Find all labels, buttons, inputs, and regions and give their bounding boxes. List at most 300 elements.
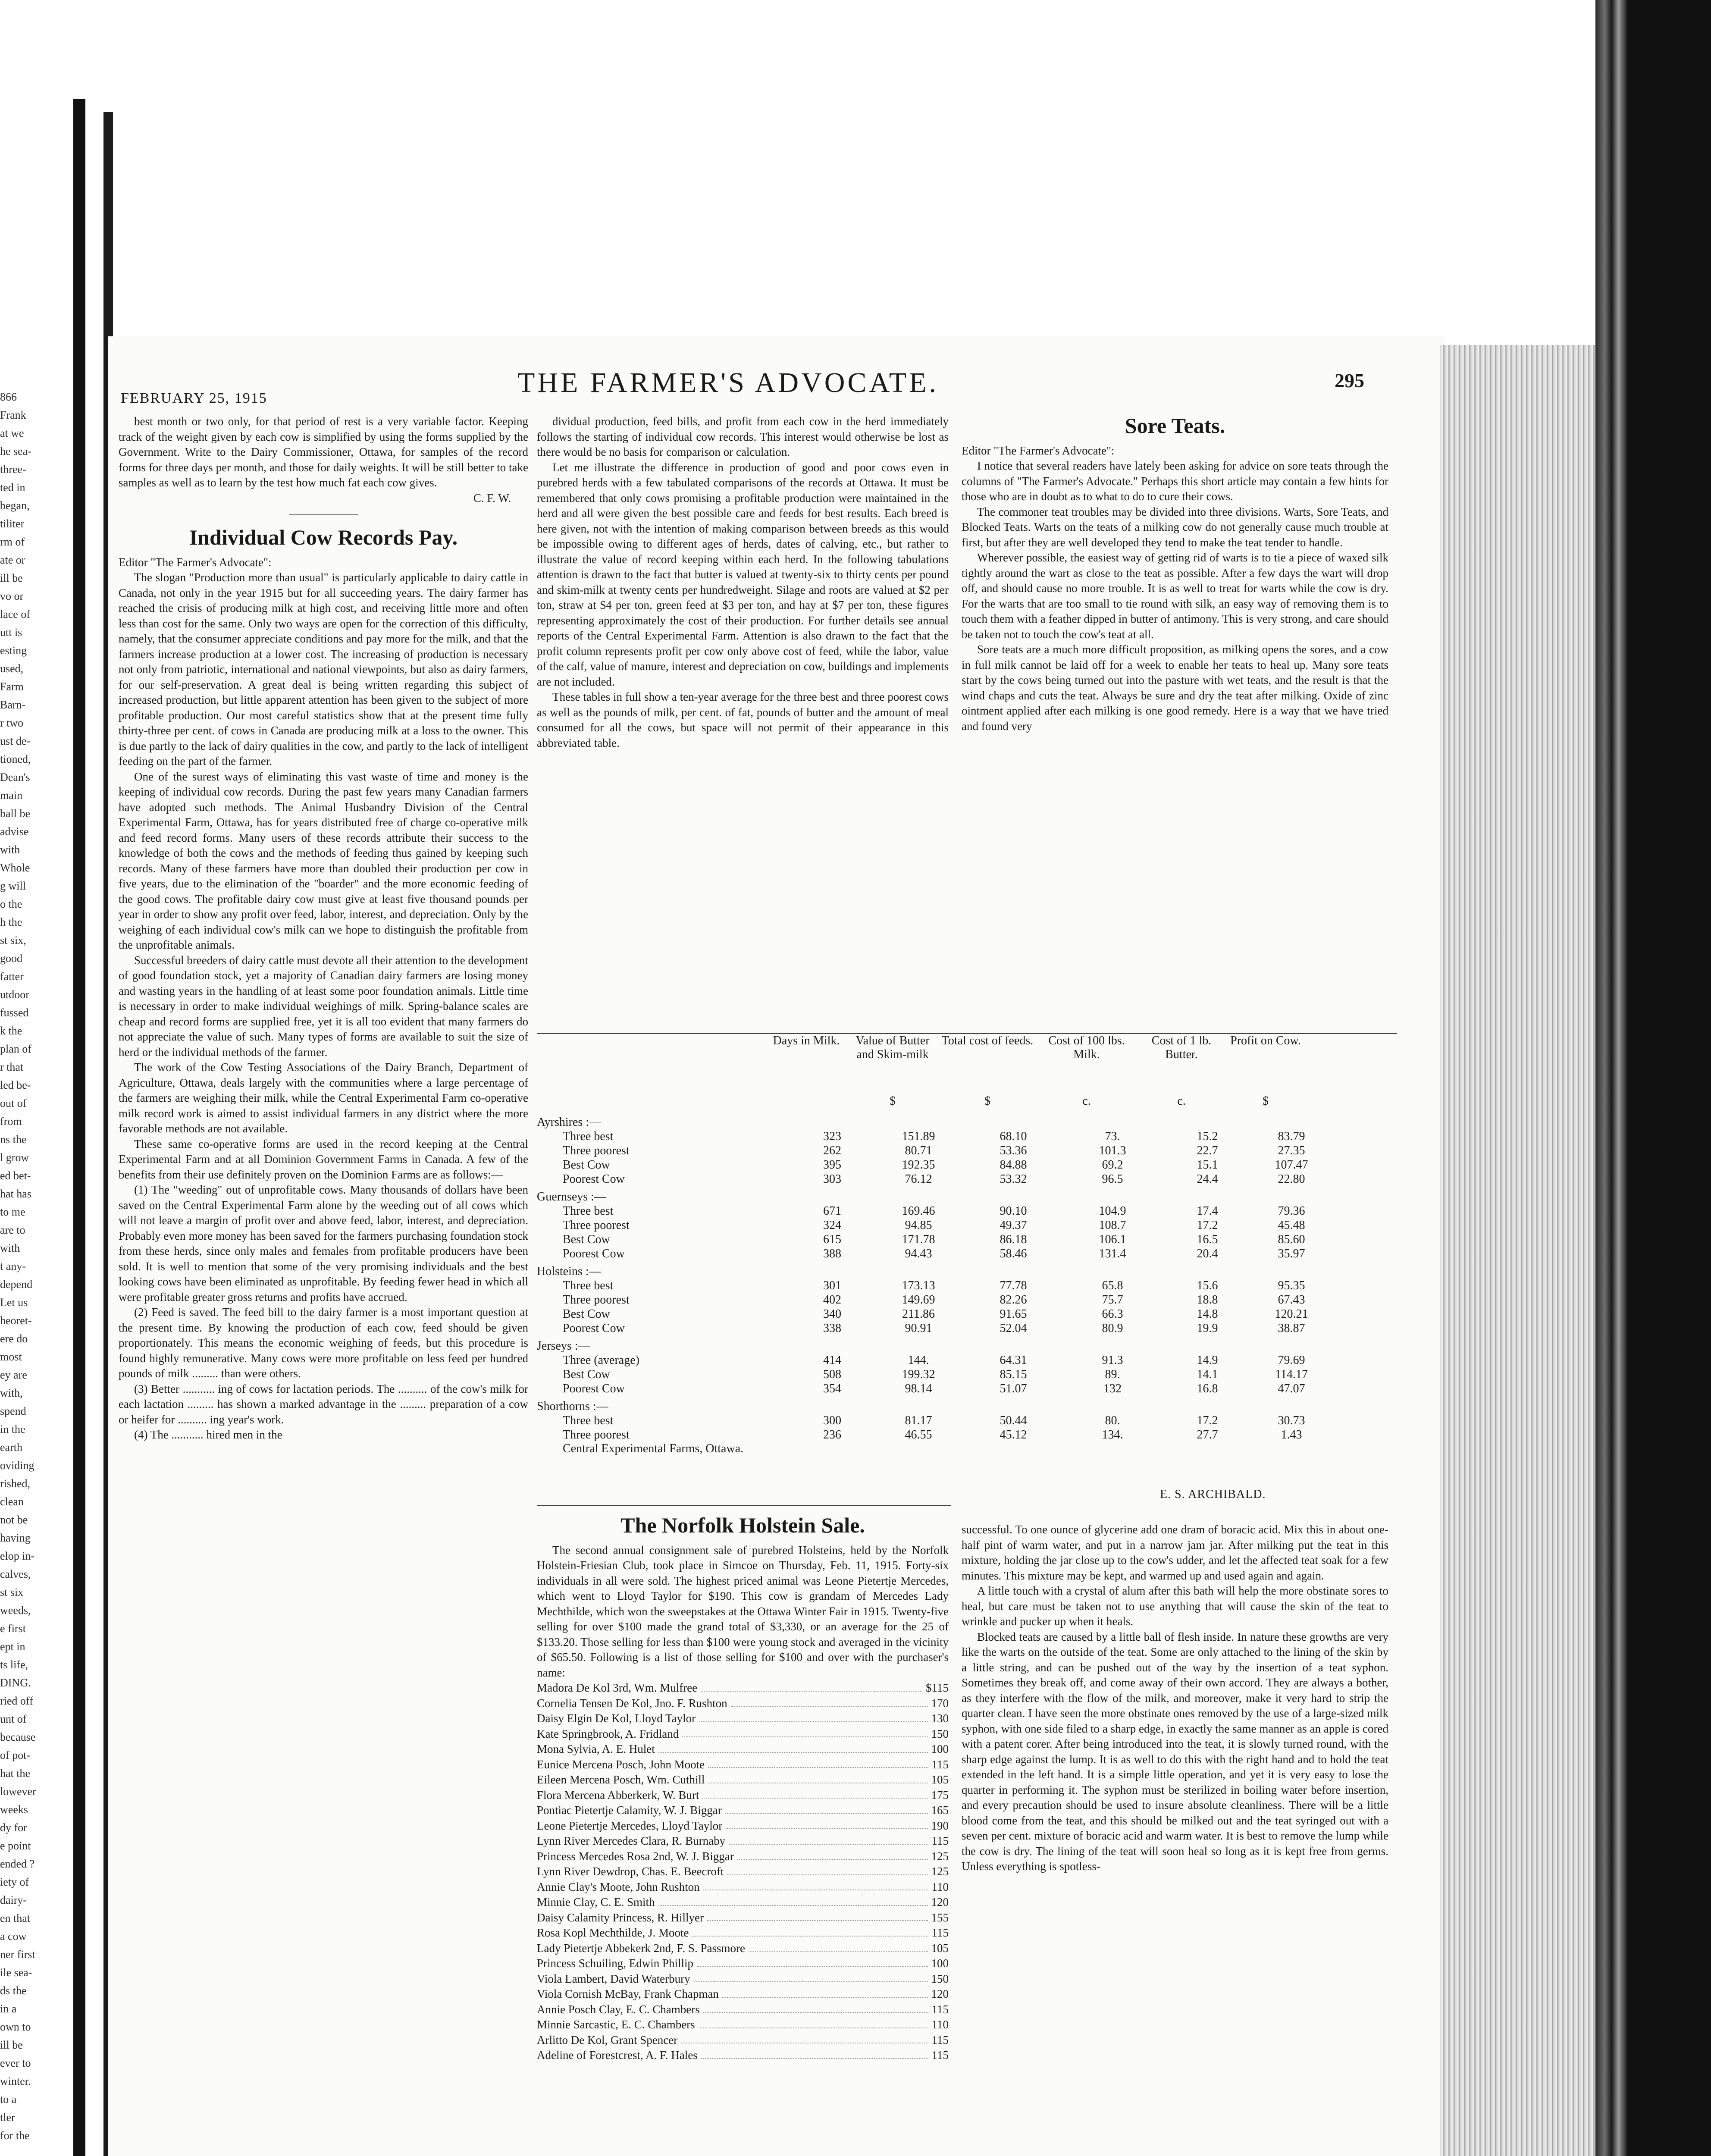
sliver-line: own to — [0, 2021, 31, 2033]
table-cell: 79.69 — [1278, 1354, 1305, 1367]
row-label: Three poorest — [563, 1428, 630, 1442]
column-right — [962, 414, 1388, 734]
table-cell: 94.85 — [905, 1219, 932, 1232]
breed-group-heading — [537, 1339, 1397, 1353]
table-cell: 106.1 — [1099, 1233, 1126, 1246]
table-cell: 173.13 — [902, 1279, 935, 1292]
sale-price: $115 — [926, 1681, 949, 1694]
table-cell: 114.17 — [1275, 1368, 1308, 1381]
paragraph: The commoner teat troubles may be divided into three divisions. Warts, Sore Teats, and Blocked Teats. Warts on the teats of a milking cow do not generally cause much trouble at first, but after they are well developed they tend to make the teat tender to handle. — [962, 505, 1388, 549]
sale-price: 110 — [931, 1880, 949, 1893]
table-cell: 300 — [823, 1414, 841, 1427]
sale-animal-buyer: Princess Schuiling, Edwin Phillip — [537, 1957, 694, 1970]
row-label: Three poorest — [563, 1219, 630, 1232]
article-body — [119, 570, 528, 1443]
table-cell: 22.7 — [1197, 1144, 1218, 1157]
sliver-line: fatter — [0, 970, 24, 983]
sliver-line: hat has — [0, 1188, 31, 1200]
section-divider — [289, 514, 358, 515]
paragraph: The slogan "Production more than usual" is particularly applicable to dairy cattle in Canada, not only in the year 1915 but for all succeeding years. The dairy farmer has reached the crisis of producing milk at high cost, and receiving little more and often less than cost for the same. Only two ways are open for the correction of this difficulty, namely, that the consumer appreciate conditions and pay more for the milk, and that the farmers increase production at a lower cost. The increasing of production is necessary not only from patriotic, international and national viewpoints, but also as dairy farmers, for our self-preservation. A great deal is being written regarding this subject of increased production, but little apparent attention has been given to the subject of more profitable production. Our most careful statistics show that at the present time fully thirty-three per cent. of cows in Canada are producing milk at a loss to the owner. This is due partly to the lack of dairy qualities in the cow, and partly to the lack of intelligent feeding on the part of the farmer. — [119, 571, 528, 768]
table-cell: 46.55 — [905, 1428, 932, 1442]
sale-price: 115 — [931, 2049, 949, 2062]
paragraph: The work of the Cow Testing Associations of the Dairy Branch, Department of Agriculture, Ottawa, deals largely with the communities where a large percentage of the farmers are weighing their milk, while the Central Experimental Farm co-operative milk record work is aimed to assist individual farmers in any district where the more favorable methods are not available. — [119, 1061, 528, 1135]
row-label: Three (average) — [563, 1354, 639, 1367]
table-cell: 49.37 — [1000, 1219, 1027, 1232]
paragraph: (2) Feed is saved. The feed bill to the dairy farmer is a most important question at the present time. By knowing the production of each cow, feed should be given proportionately. This means the economic weighing of feeds, but this procedure is found highly remunerative. Many cows were more profitable on less feed per hundred pounds of milk ......... than were others. — [119, 1306, 528, 1380]
sale-animal-buyer: Daisy Elgin De Kol, Lloyd Taylor — [537, 1712, 696, 1725]
sliver-line: DING. — [0, 1677, 31, 1689]
sliver-line: weeds, — [0, 1604, 31, 1617]
table-cell: 81.17 — [905, 1414, 932, 1427]
dot-leader — [694, 1971, 928, 1983]
table-cell: 17.2 — [1197, 1414, 1218, 1427]
table-cell: 1.43 — [1281, 1428, 1302, 1442]
sliver-line: lowever — [0, 1785, 36, 1798]
sliver-line: oviding — [0, 1459, 34, 1472]
breed-group-heading — [537, 1399, 1397, 1413]
sliver-line: having — [0, 1532, 31, 1544]
sale-entry — [537, 2033, 949, 2048]
sale-price: 120 — [931, 1896, 949, 1908]
sliver-line: led be- — [0, 1079, 31, 1091]
table-cell: 414 — [823, 1354, 841, 1367]
sliver-line: ts life, — [0, 1658, 28, 1671]
table-cell: 77.78 — [1000, 1279, 1027, 1292]
table-row — [537, 1129, 1397, 1144]
table-cell: 134. — [1102, 1428, 1123, 1442]
breed-group-heading — [537, 1190, 1397, 1204]
sale-price: 100 — [931, 1957, 949, 1970]
row-label: Three best — [563, 1279, 614, 1292]
sliver-line: clean — [0, 1495, 24, 1508]
dot-leader — [708, 1757, 928, 1768]
sliver-line: vo or — [0, 590, 24, 602]
sliver-line: in a — [0, 2002, 17, 2015]
breed-group-heading — [537, 1115, 1397, 1129]
sliver-line: of pot- — [0, 1749, 31, 1761]
sliver-line: ner first — [0, 1948, 35, 1961]
table-cell: 17.4 — [1197, 1204, 1218, 1218]
table-row — [537, 1293, 1397, 1307]
dot-leader — [707, 1910, 928, 1921]
column-middle-lower — [537, 1513, 949, 2063]
table-units-row — [537, 1094, 1397, 1112]
row-label: Best Cow — [563, 1233, 610, 1246]
breed-group-heading — [537, 1264, 1397, 1279]
table-cell: 27.7 — [1197, 1428, 1218, 1442]
sliver-line: dy for — [0, 1821, 27, 1834]
column-header: Cost of 1 lb. Butter. — [1151, 1034, 1212, 1061]
sale-entry — [537, 1711, 949, 1727]
sliver-line: because — [0, 1731, 36, 1743]
paragraph: These tables in full show a ten-year average for the three best and three poorest cows as well as the pounds of milk, per cent. of fat, pounds of butter and the amount of meal consumed for all the cows, but space will not permit of their appearance in this abbreviated table. — [537, 690, 949, 749]
breed-name: Guernseys :— — [537, 1190, 606, 1203]
sliver-line: with, — [0, 1387, 23, 1399]
sale-price: 125 — [931, 1849, 949, 1863]
sale-animal-buyer: Madora De Kol 3rd, Wm. Mulfree — [537, 1681, 698, 1694]
sliver-line: tioned, — [0, 753, 31, 765]
sale-price: 175 — [931, 1788, 949, 1802]
page-stack-edge — [1440, 345, 1604, 2156]
dot-leader — [737, 1849, 928, 1860]
sale-entry — [537, 2017, 949, 2033]
table-cell: 20.4 — [1197, 1247, 1218, 1260]
paragraph: (1) The "weeding" out of unprofitable cows. Many thousands of dollars have been saved on the Central Experimental Farm alone by the weeding out of all cows which will not leave a margin of profit over and above feed, labor, interest, and depreciation. Probably even more money has been saved for the farmers purchasing foundation stock from these herds, since only males and females from profitable producers have been sold. It is well to mention that some of the very promising individuals and the best looking cows have been eliminated as unprofitable. By feeding fewer head in which all were profitable greater gross returns and profits have accrued. — [119, 1183, 528, 1304]
article-title-holstein-sale: The Norfolk Holstein Sale. — [620, 1513, 865, 1537]
column-middle — [537, 414, 949, 751]
dot-leader — [701, 1680, 922, 1692]
row-label: Poorest Cow — [563, 1382, 625, 1395]
unit-label — [537, 1094, 765, 1112]
sale-price: 190 — [931, 1819, 949, 1832]
sliver-line: began, — [0, 499, 30, 512]
sliver-line: used, — [0, 662, 24, 675]
table-cell: 14.1 — [1197, 1368, 1218, 1381]
table-row — [537, 1353, 1397, 1367]
row-label: Three poorest — [563, 1293, 630, 1307]
sliver-line: tiliter — [0, 517, 25, 530]
table-body — [537, 1115, 1397, 1442]
table-cell: 73. — [1105, 1130, 1120, 1143]
table-cell: 90.91 — [905, 1322, 932, 1335]
table-cell: 85.15 — [1000, 1368, 1027, 1381]
sale-animal-buyer: Adeline of Forestcrest, A. F. Hales — [537, 2049, 698, 2062]
sale-animal-buyer: Minnie Sarcastic, E. C. Chambers — [537, 2018, 695, 2031]
table-cell: 67.43 — [1278, 1293, 1305, 1307]
sale-entry — [537, 2048, 949, 2063]
sliver-line: not be — [0, 1514, 28, 1526]
table-cell: 192.35 — [902, 1158, 935, 1172]
sale-animal-buyer: Lynn River Mercedes Clara, R. Burnaby — [537, 1834, 726, 1847]
dot-leader — [658, 1742, 928, 1753]
table-cell: 107.47 — [1275, 1158, 1308, 1172]
row-label: Best Cow — [563, 1307, 610, 1321]
table-cell: 85.60 — [1278, 1233, 1305, 1246]
dot-leader — [727, 1864, 928, 1875]
table-cell: 108.7 — [1099, 1219, 1126, 1232]
sliver-line: e point — [0, 1839, 31, 1852]
sliver-line: o the — [0, 898, 22, 910]
dot-leader — [699, 2017, 928, 2028]
table-cell: 338 — [823, 1322, 841, 1335]
dot-leader — [692, 1925, 928, 1937]
table-cell: 615 — [823, 1233, 841, 1246]
sliver-line: 866 — [0, 391, 17, 403]
sale-entry — [537, 1864, 949, 1880]
sliver-line: g will — [0, 880, 26, 892]
table-cell: 171.78 — [902, 1233, 935, 1246]
table-cell: 236 — [823, 1428, 841, 1442]
sale-animal-buyer: Daisy Calamity Princess, R. Hillyer — [537, 1911, 704, 1924]
sliver-line: rished, — [0, 1477, 31, 1490]
table-cell: 47.07 — [1278, 1382, 1305, 1395]
paragraph: Wherever possible, the easiest way of getting rid of warts is to tie a piece of waxed silk tightly around the wart as close to the teat as possible. After a few days the wart will drop off, and should cause no more trouble. It is as well to treat for warts while the cow is dry. For the warts that are too small to tie round with silk, an easy way of removing them is to touch them with a feather dipped in butter of antimony. This is very strong, and care should be taken not to touch the cow's teat at all. — [962, 551, 1388, 641]
cow-records-table — [537, 1033, 1397, 1456]
table-cell: 50.44 — [1000, 1414, 1027, 1427]
table-cell: 301 — [823, 1279, 841, 1292]
column-header — [537, 1034, 765, 1094]
row-label: Best Cow — [563, 1158, 610, 1172]
sliver-line: unt of — [0, 1713, 27, 1725]
sale-entry — [537, 1880, 949, 1895]
sliver-line: t any- — [0, 1260, 26, 1272]
sale-price: 110 — [931, 2018, 949, 2031]
unit-label: $ — [1263, 1094, 1269, 1108]
breed-name: Holsteins :— — [537, 1265, 601, 1278]
sliver-line: most — [0, 1351, 22, 1363]
sliver-line: are to — [0, 1224, 25, 1236]
dot-leader — [682, 1727, 928, 1738]
column-right-lower — [962, 1522, 1388, 1874]
article-title-cow-records: Individual Cow Records Pay. — [189, 525, 458, 549]
table-cell: 19.9 — [1197, 1322, 1218, 1335]
sale-animal-buyer: Leone Pietertje Mercedes, Lloyd Taylor — [537, 1819, 723, 1832]
sliver-line: utt is — [0, 626, 22, 639]
sale-entry — [537, 1696, 949, 1711]
table-cell: 35.97 — [1278, 1247, 1305, 1260]
sliver-line: with — [0, 843, 20, 856]
sliver-line: fussed — [0, 1006, 29, 1019]
sale-entry — [537, 1910, 949, 1926]
article-body-teats — [962, 458, 1388, 734]
table-cell: 323 — [823, 1130, 841, 1143]
sale-entry — [537, 1757, 949, 1773]
sliver-line: ust de- — [0, 735, 31, 747]
sliver-line: weeks — [0, 1803, 28, 1816]
sale-animal-buyer: Pontiac Pietertje Calamity, W. J. Biggar — [537, 1804, 722, 1817]
sale-entry — [537, 1788, 949, 1803]
table-cell: 508 — [823, 1368, 841, 1381]
table-cell: 95.35 — [1278, 1279, 1305, 1292]
unit-label: $ — [984, 1094, 990, 1108]
table-cell: 211.86 — [902, 1307, 935, 1321]
sliver-line: ere do — [0, 1332, 28, 1345]
sliver-line: plan of — [0, 1043, 31, 1055]
table-cell: 82.26 — [1000, 1293, 1027, 1307]
sliver-line: ended ? — [0, 1858, 35, 1870]
table-row — [537, 1247, 1397, 1261]
sale-price: 115 — [931, 2002, 949, 2016]
sale-animal-buyer: Viola Cornish McBay, Frank Chapman — [537, 1987, 719, 2000]
table-cell: 83.79 — [1278, 1130, 1305, 1143]
table-cell: 53.32 — [1000, 1172, 1027, 1186]
unit-label: c. — [1177, 1094, 1186, 1108]
sliver-line: dairy- — [0, 1894, 27, 1906]
sliver-line: a cow — [0, 1930, 27, 1943]
dot-leader — [726, 1818, 928, 1830]
sale-price: 105 — [931, 1773, 949, 1786]
sale-entry — [537, 1680, 949, 1696]
table-cell: 17.2 — [1197, 1219, 1218, 1232]
row-label: Three best — [563, 1130, 614, 1143]
table-cell: 75.7 — [1102, 1293, 1123, 1307]
sliver-line: rm of — [0, 536, 25, 548]
sliver-line: out of — [0, 1097, 27, 1109]
paragraph: (4) The ........... hired men in the — [134, 1428, 282, 1441]
table-cell: 144. — [908, 1354, 929, 1367]
sliver-line: tler — [0, 2111, 15, 2124]
sliver-line: to a — [0, 2093, 17, 2106]
table-cell: 395 — [823, 1158, 841, 1172]
breed-name: Shorthorns :— — [537, 1400, 608, 1413]
table-cell: 14.8 — [1197, 1307, 1218, 1321]
dot-leader — [749, 1941, 928, 1952]
sliver-line: elop in- — [0, 1550, 35, 1562]
column-header: Value of Butter and Skim-milk — [856, 1034, 930, 1061]
sliver-line: Whole — [0, 862, 30, 874]
table-cell: 38.87 — [1278, 1322, 1305, 1335]
table-cell: 45.48 — [1278, 1219, 1305, 1232]
sliver-line: lace of — [0, 608, 31, 620]
sale-animal-buyer: Annie Clay's Moote, John Rushton — [537, 1880, 700, 1893]
row-label: Three best — [563, 1414, 614, 1427]
sliver-line: h the — [0, 916, 22, 928]
table-cell: 89. — [1105, 1368, 1120, 1381]
table-cell: 262 — [823, 1144, 841, 1157]
sale-entry — [537, 1818, 949, 1834]
sliver-line: in the — [0, 1423, 25, 1435]
sale-price: 115 — [931, 2033, 949, 2046]
sliver-line: ate or — [0, 554, 25, 566]
table-cell: 402 — [823, 1293, 841, 1307]
table-cell: 131.4 — [1099, 1247, 1126, 1260]
table-row — [537, 1321, 1397, 1335]
table-row — [537, 1218, 1397, 1232]
dot-leader — [731, 1696, 928, 1707]
sliver-line: ted in — [0, 481, 25, 494]
unit-label — [765, 1094, 847, 1112]
sale-animal-buyer: Minnie Clay, C. E. Smith — [537, 1896, 655, 1908]
table-row — [537, 1428, 1397, 1442]
table-cell: 340 — [823, 1307, 841, 1321]
table-cell: 52.04 — [1000, 1322, 1027, 1335]
table-row — [537, 1158, 1397, 1172]
table-cell: 22.80 — [1278, 1172, 1305, 1186]
sale-animal-buyer: Annie Posch Clay, E. C. Chambers — [537, 2002, 700, 2016]
table-cell: 120.21 — [1275, 1307, 1308, 1321]
sliver-line: r that — [0, 1061, 24, 1073]
table-bottom-rule — [537, 1505, 951, 1506]
sale-entry — [537, 1803, 949, 1818]
sliver-line: Farm — [0, 680, 24, 693]
dot-leader — [729, 1833, 928, 1845]
table-cell: 149.69 — [902, 1293, 935, 1307]
sliver-line: k the — [0, 1025, 22, 1037]
table-cell: 90.10 — [1000, 1204, 1027, 1218]
paragraph: dividual production, feed bills, and profit from each cow in the herd immediately follows the starting of individual cow records. This interest would otherwise be lost as there would be no basis for comparison or calculation. — [537, 415, 949, 458]
sliver-line: utdoor — [0, 988, 29, 1001]
table-cell: 96.5 — [1102, 1172, 1123, 1186]
dot-leader — [708, 1772, 928, 1783]
sale-price: 170 — [931, 1696, 949, 1710]
column-header: Profit on Cow. — [1230, 1034, 1301, 1047]
sliver-line: for the — [0, 2129, 30, 2142]
table-cell: 98.14 — [905, 1382, 932, 1395]
sliver-line: r two — [0, 717, 24, 729]
paragraph: (3) Better ........... ing of cows for lactation periods. The .......... of the cow's milk for each lactation ......... has shown a marked advantage in the ......... preparation of a cow or heifer for .......... ing year's work. — [119, 1382, 528, 1426]
table-cell: 84.88 — [1000, 1158, 1027, 1172]
table-cell: 27.35 — [1278, 1144, 1305, 1157]
sliver-line: Let us — [0, 1296, 28, 1309]
table-cell: 132 — [1103, 1382, 1122, 1395]
table-cell: 16.8 — [1197, 1382, 1218, 1395]
scan-left-edge — [73, 99, 85, 2156]
sale-animal-buyer: Viola Lambert, David Waterbury — [537, 1972, 690, 1985]
sliver-line: advise — [0, 825, 29, 838]
table-cell: 86.18 — [1000, 1233, 1027, 1246]
table-cell: 101.3 — [1099, 1144, 1126, 1157]
sale-price: 100 — [931, 1742, 949, 1755]
row-label: Three poorest — [563, 1144, 630, 1157]
table-cell: 104.9 — [1099, 1204, 1126, 1218]
page-number: 295 — [1335, 370, 1364, 392]
sale-price: 115 — [931, 1834, 949, 1847]
sale-animal-buyer: Eileen Mercena Posch, Wm. Cuthill — [537, 1773, 705, 1786]
table-cell: 15.2 — [1197, 1130, 1218, 1143]
dot-leader — [722, 1987, 928, 1998]
sale-price: 105 — [931, 1941, 949, 1955]
dot-leader — [658, 1895, 928, 1906]
dot-leader — [703, 2002, 928, 2013]
paragraph: Blocked teats are caused by a little ball of flesh inside. In nature these growths are very like the warts on the outside of the teat. Some are only attached to the lining of the skin by a little string, and can be pushed out of the way by the insertion of a teat syphon. Sometimes they break off, and come away of their own accord. They are always a bother, as they interfere with the flow of the milk, and moreover, make it very hard to strip the quarter clean. I have seen the more obstinate ones removed by the use of a large-sized milk syphon, with one side filed to a sharp edge, in exactly the same manner as an apple is cored with a patent corer. After being introduced into the teat, it is slowly turned round, with the sharp edge against the lump. It is as well to do this with the right hand and to hold the teat extended in the left hand. It is a simple little operation, and yet it is very easy to lose the quarter in performing it. The syphon must be sterilized in boiling water before insertion, and every precaution should be used to insure absolute cleanliness. There will be a little blood come from the teat, and this should be milked out and the teat syringed out with a seven per cent. mixture of boracic acid and warm water. It is best to remove the lump while the cow is dry. The lining of the teat will soon heal so long as it is kept free from germs. Unless everything is spotless- — [962, 1630, 1388, 1873]
sale-entry — [537, 1941, 949, 1956]
table-row — [537, 1144, 1397, 1158]
sale-entry — [537, 1833, 949, 1849]
sale-entry — [537, 1849, 949, 1865]
dot-leader — [701, 2048, 928, 2059]
sliver-line: Barn- — [0, 699, 26, 711]
table-cell: 15.1 — [1197, 1158, 1218, 1172]
sale-entry — [537, 1925, 949, 1941]
sale-price: 155 — [931, 1911, 949, 1924]
paragraph: Successful breeders of dairy cattle must devote all their attention to the development of good foundation stock, yet a majority of Canadian dairy farmers are losing money and wasting years in the handling of at least some poor foundation animals. Little time is necessary in order to make individual weighings of milk. Spring-balance scales are cheap and record forms are supplied free, yet it is all too evident that many farmers do not appreciate the value of such. Many types of forms are available to suit the size of herd or the individual methods of the farmer. — [119, 953, 528, 1059]
row-label: Poorest Cow — [563, 1322, 625, 1335]
sliver-line: main — [0, 789, 22, 802]
sliver-line: from — [0, 1115, 22, 1128]
sliver-line: spend — [0, 1405, 26, 1417]
column-header: Total cost of feeds. — [941, 1034, 1034, 1047]
sale-animal-buyer: Lady Pietertje Abbekerk 2nd, F. S. Passmore — [537, 1941, 746, 1955]
issue-date: FEBRUARY 25, 1915 — [121, 390, 267, 406]
scan-right-edge — [1595, 0, 1711, 2156]
sliver-line: at we — [0, 427, 24, 439]
table-cell: 199.32 — [902, 1368, 935, 1381]
sliver-line: Frank — [0, 409, 26, 421]
sale-animal-buyer: Kate Springbrook, A. Fridland — [537, 1727, 679, 1740]
sale-price: 150 — [931, 1972, 949, 1985]
table-cell: 58.46 — [1000, 1247, 1027, 1260]
table-cell: 671 — [823, 1204, 841, 1218]
column-header: Days in Milk. — [773, 1034, 840, 1047]
row-label: Best Cow — [563, 1368, 610, 1381]
sliver-line: calves, — [0, 1568, 31, 1580]
sliver-line: st six, — [0, 934, 26, 946]
dot-leader — [681, 2033, 928, 2044]
table-source-note: Central Experimental Farms, Ottawa. — [563, 1442, 744, 1455]
sliver-line: ile sea- — [0, 1966, 32, 1979]
table-cell: 388 — [823, 1247, 841, 1260]
sliver-line: esting — [0, 644, 27, 657]
sale-price: 130 — [931, 1712, 949, 1725]
intro-paragraph: best month or two only, for that period of rest is a very variable factor. Keeping track of the weight given by each cow is simplified by using the forms supplied by the Government. Write to the Dairy Commissioner, Ottawa, for samples of the record forms for three days per month, and those for daily weights. It will be still better to take samples as well as to learn by the test how much fat each cow gives. — [119, 415, 528, 489]
table-cell: 18.8 — [1197, 1293, 1218, 1307]
table-cell: 65.8 — [1102, 1279, 1123, 1292]
table-cell: 15.6 — [1197, 1279, 1218, 1292]
table-row — [537, 1382, 1397, 1396]
table-cell: 169.46 — [902, 1204, 935, 1218]
table-cell: 151.89 — [902, 1130, 935, 1143]
table-cell: 79.36 — [1278, 1204, 1305, 1218]
